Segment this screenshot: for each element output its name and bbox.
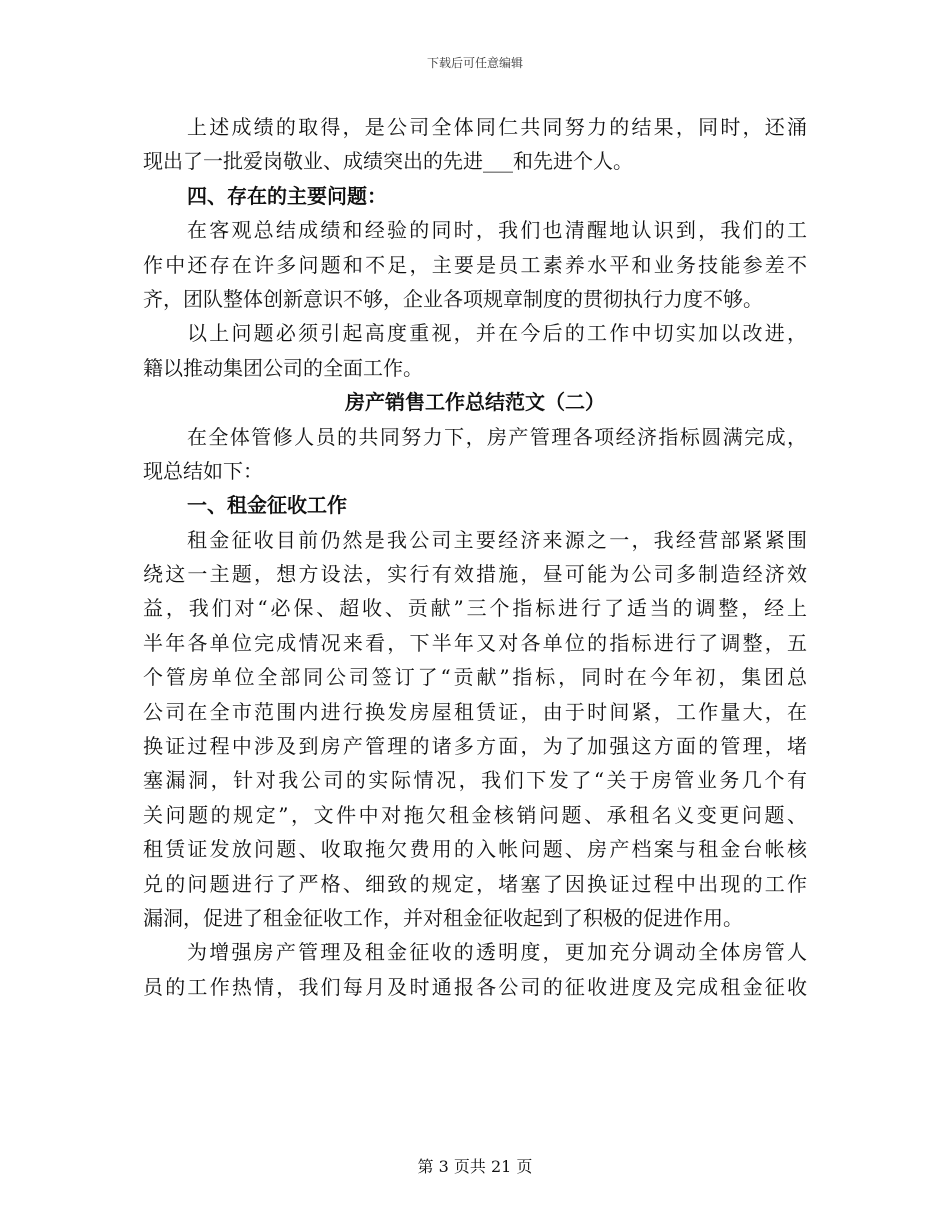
text-line: 为增强房产管理及租金征收的透明度，更加充分调动全体房管人 (187, 940, 807, 965)
text-line: 半年各单位完成情况来看，下半年又对各单位的指标进行了调整，五 (143, 630, 807, 655)
text-line: 绕这一主题，想方设法，实行有效措施，昼可能为公司多制造经济效 (143, 562, 807, 587)
text-line: 个管房单位全部同公司签订了“贡献”指标，同时在今年初，集团总 (143, 665, 807, 690)
paragraph (143, 110, 807, 179)
text-line: 租赁证发放问题、收取拖欠费用的入帐问题、房产档案与租金台帐核 (143, 837, 807, 862)
text-line: 关问题的规定”，文件中对拖欠租金核销问题、承租名义变更问题、 (143, 802, 807, 827)
text-line: 公司在全市范围内进行换发房屋租赁证，由于时间紧，工作量大，在 (143, 699, 807, 724)
document-body (143, 110, 807, 1004)
page-header: 下载后可任意编辑 (426, 56, 523, 70)
text-line: 在客观总结成绩和经验的同时，我们也清醒地认识到，我们的工 (187, 218, 807, 243)
paragraph (143, 213, 807, 316)
text-line: 漏洞，促进了租金征收工作，并对租金征收起到了积极的促进作用。 (143, 905, 743, 930)
text-line: 在全体管修人员的共同努力下，房产管理各项经济指标圆满完成， (187, 424, 807, 449)
paragraph (143, 316, 807, 385)
paragraph (143, 523, 807, 936)
text-line: 作中还存在许多问题和不足，主要是员工素养水平和业务技能参差不 (143, 252, 807, 277)
text-line: 益，我们对“必保、超收、贡献”三个指标进行了适当的调整，经上 (143, 596, 807, 621)
section-heading: 四、存在的主要问题： (187, 183, 387, 208)
text-line: 现出了一批爱岗敬业、成绩突出的先进___和先进个人。 (143, 149, 633, 174)
text-line: 员的工作热情，我们每月及时通报各公司的征收进度及完成租金征收 (143, 974, 807, 999)
paragraph (143, 420, 807, 489)
text-line: 现总结如下： (143, 458, 263, 483)
section-heading: 一、租金征收工作 (187, 493, 347, 518)
text-line: 上述成绩的取得，是公司全体同仁共同努力的结果，同时，还涌 (187, 115, 807, 139)
text-line: 齐，团队整体创新意识不够，企业各项规章制度的贯彻执行力度不够。 (143, 286, 763, 311)
text-line: 籍以推动集团公司的全面工作。 (143, 355, 423, 380)
document-title: 房产销售工作总结范文（二） (345, 390, 605, 415)
page-footer: 第 3 页共 21 页 (417, 1157, 533, 1176)
paragraph (143, 935, 807, 1004)
text-line: 兑的问题进行了严格、细致的规定，堵塞了因换证过程中出现的工作 (143, 871, 807, 896)
text-line: 租金征收目前仍然是我公司主要经济来源之一，我经营部紧紧围 (187, 527, 807, 552)
text-line: 塞漏洞，针对我公司的实际情况，我们下发了“关于房管业务几个有 (143, 768, 807, 793)
text-line: 换证过程中涉及到房产管理的诸多方面，为了加强这方面的管理，堵 (143, 734, 807, 759)
text-line: 以上问题必须引起高度重视，并在今后的工作中切实加以改进， (187, 321, 807, 346)
